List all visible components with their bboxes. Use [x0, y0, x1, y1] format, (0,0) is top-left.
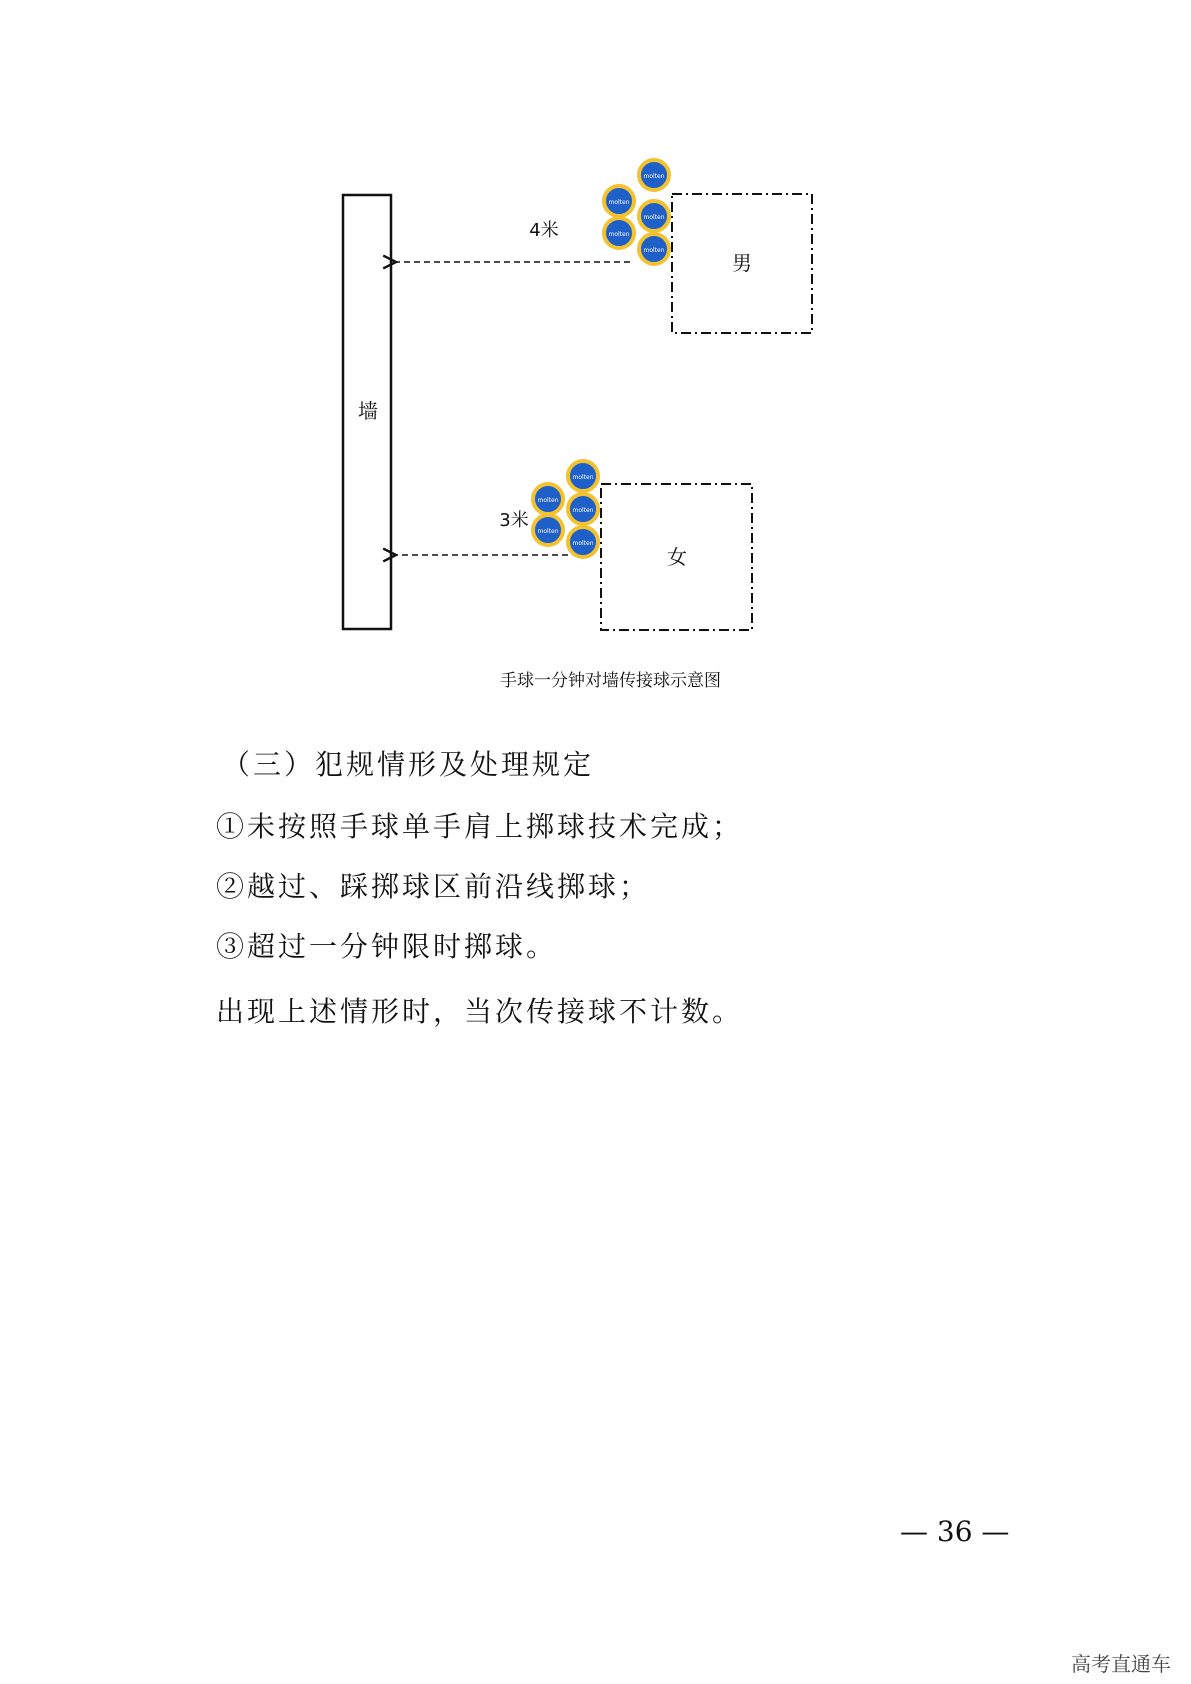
male-label: 男	[732, 251, 752, 275]
section-heading: （三）犯规情形及处理规定	[222, 748, 595, 781]
svg-text:molten: molten	[537, 497, 559, 504]
svg-text:molten: molten	[643, 173, 665, 180]
svg-text:molten: molten	[537, 528, 559, 535]
rule-item-3: ③超过一分钟限时掷球。	[216, 930, 558, 963]
page-number: — 36 —	[900, 1515, 1010, 1548]
female-label: 女	[667, 545, 687, 569]
wall-label: 墙	[358, 399, 378, 423]
svg-text:molten: molten	[572, 507, 594, 514]
ball	[568, 494, 598, 524]
svg-text:molten: molten	[643, 214, 665, 221]
rule-item-2: ②越过、踩掷球区前沿线掷球；	[216, 870, 651, 903]
ball	[533, 484, 563, 514]
ball	[604, 218, 634, 248]
ball	[639, 201, 669, 231]
svg-text:molten: molten	[608, 231, 630, 238]
svg-text:molten: molten	[572, 540, 594, 547]
svg-text:molten: molten	[643, 247, 665, 254]
ball	[604, 186, 634, 216]
conclusion-text: 出现上述情形时，当次传接球不计数。	[216, 995, 744, 1028]
ball	[639, 160, 669, 190]
wall-pass-diagram	[0, 0, 1191, 660]
ball	[639, 234, 669, 264]
svg-text:molten: molten	[572, 474, 594, 481]
male-distance-label: 4米	[529, 220, 559, 241]
ball	[568, 461, 598, 491]
svg-text:molten: molten	[608, 199, 630, 206]
ball	[533, 515, 563, 545]
watermark: 高考直通车	[1071, 1652, 1171, 1676]
ball	[568, 527, 598, 557]
diagram-caption: 手球一分钟对墙传接球示意图	[500, 671, 721, 691]
rule-item-1: ①未按照手球单手肩上掷球技术完成；	[216, 810, 744, 843]
female-distance-label: 3米	[499, 510, 529, 531]
